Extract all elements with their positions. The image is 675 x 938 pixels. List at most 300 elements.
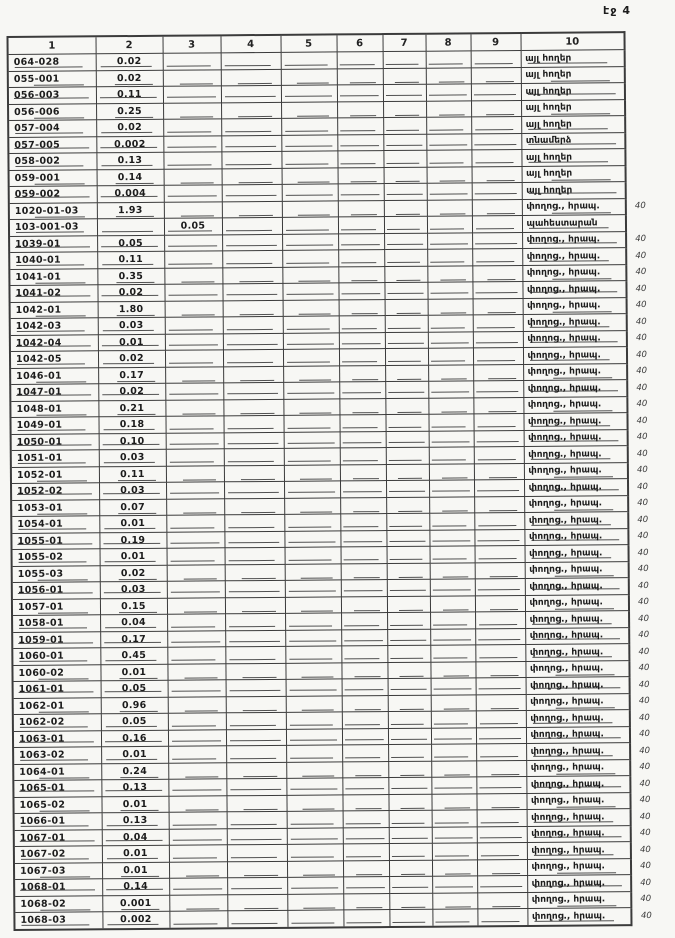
empty-cell bbox=[285, 613, 341, 630]
empty-cell bbox=[428, 364, 473, 381]
col3-value-cell bbox=[165, 383, 223, 400]
empty-cell bbox=[339, 299, 385, 316]
empty-cell bbox=[430, 661, 475, 678]
margin-note: 40 bbox=[640, 894, 652, 905]
empty-cell bbox=[223, 300, 283, 317]
empty-cell bbox=[337, 52, 383, 69]
parcel-id-cell: 1061-01 bbox=[13, 681, 101, 698]
parcel-id-cell: 1065-02 bbox=[13, 796, 101, 813]
empty-cell bbox=[474, 479, 524, 496]
parcel-id-cell: 064-028 bbox=[8, 54, 96, 71]
col3-value-cell bbox=[165, 300, 223, 317]
empty-cell bbox=[389, 876, 432, 893]
margin-note: 40 bbox=[639, 745, 651, 756]
parcel-id-cell: 056-003 bbox=[8, 87, 96, 104]
col3-value-cell bbox=[164, 284, 222, 301]
empty-cell bbox=[224, 448, 284, 465]
area-value-cell: 0.02 bbox=[98, 350, 165, 367]
empty-cell bbox=[283, 365, 339, 382]
empty-cell bbox=[471, 67, 521, 84]
margin-note bbox=[625, 148, 654, 165]
area-value-cell: 0.01 bbox=[99, 515, 166, 532]
empty-cell bbox=[386, 513, 429, 530]
area-value-cell: 0.01 bbox=[102, 845, 169, 862]
empty-cell bbox=[227, 844, 287, 861]
parcel-id-cell: 1049-01 bbox=[10, 417, 98, 434]
col3-value-cell bbox=[167, 548, 225, 565]
empty-cell bbox=[426, 67, 471, 84]
margin-note: 40 bbox=[636, 382, 648, 393]
area-value-cell: 0.35 bbox=[97, 268, 164, 285]
empty-cell bbox=[472, 182, 522, 199]
empty-cell bbox=[426, 150, 471, 167]
empty-cell bbox=[384, 167, 427, 184]
col3-value-cell bbox=[167, 630, 225, 647]
empty-cell bbox=[282, 184, 338, 201]
land-use-cell: փողոց., հրապ. bbox=[524, 446, 628, 463]
empty-cell bbox=[426, 100, 471, 117]
land-use-cell: փողոց., հրապ. bbox=[523, 380, 627, 397]
col3-value-cell bbox=[166, 482, 224, 499]
col3-value-cell bbox=[168, 779, 226, 796]
margin-note: 40 bbox=[640, 910, 652, 922]
col3-value-cell bbox=[165, 366, 223, 383]
empty-cell bbox=[387, 662, 430, 679]
empty-cell bbox=[342, 745, 388, 762]
area-value-cell: 0.03 bbox=[98, 317, 165, 334]
empty-cell bbox=[222, 283, 282, 300]
empty-cell bbox=[341, 580, 387, 597]
empty-cell bbox=[477, 826, 527, 843]
parcel-id-cell: 1068-03 bbox=[14, 912, 102, 930]
land-use-cell: փողոց., հրապ. bbox=[526, 693, 630, 710]
empty-cell bbox=[389, 893, 432, 910]
empty-cell bbox=[387, 596, 430, 613]
empty-cell bbox=[286, 695, 342, 712]
margin-note: 40 bbox=[638, 663, 650, 674]
empty-cell bbox=[477, 908, 527, 925]
land-use-cell: փողոց., հրապ. bbox=[524, 495, 628, 512]
area-value-cell: 0.11 bbox=[97, 251, 164, 268]
parcel-id-cell: 1042-04 bbox=[10, 334, 98, 351]
empty-cell bbox=[338, 184, 384, 201]
empty-cell bbox=[426, 84, 471, 101]
empty-cell bbox=[475, 644, 525, 661]
area-value-cell: 0.02 bbox=[96, 119, 163, 136]
margin-note: 40 bbox=[638, 712, 650, 723]
land-use-cell: փողոց., հրապ. bbox=[523, 330, 627, 347]
area-value-cell: 0.02 bbox=[100, 565, 167, 582]
empty-cell bbox=[225, 630, 285, 647]
empty-cell bbox=[284, 464, 340, 481]
empty-cell bbox=[475, 562, 525, 579]
land-use-cell: այլ հողեր bbox=[521, 149, 625, 166]
empty-cell bbox=[388, 794, 431, 811]
empty-cell bbox=[387, 546, 430, 563]
empty-cell bbox=[431, 777, 476, 794]
parcel-id-cell: 1060-02 bbox=[12, 664, 100, 681]
empty-cell bbox=[383, 134, 426, 151]
empty-cell bbox=[227, 877, 287, 894]
empty-cell bbox=[432, 909, 477, 926]
land-use-cell: փողոց., հրապ. bbox=[523, 363, 627, 380]
area-value-cell: 0.004 bbox=[97, 185, 164, 202]
empty-cell bbox=[223, 366, 283, 383]
col3-value-cell bbox=[163, 69, 221, 86]
area-value-cell: 0.03 bbox=[100, 581, 167, 598]
empty-cell bbox=[384, 282, 427, 299]
empty-cell bbox=[283, 332, 339, 349]
empty-cell bbox=[284, 431, 340, 448]
empty-cell bbox=[226, 712, 286, 729]
parcel-id-cell: 1055-01 bbox=[11, 532, 99, 549]
area-value-cell: 0.01 bbox=[100, 548, 167, 565]
parcel-id-cell: 1039-01 bbox=[9, 235, 97, 252]
land-use-cell: փողոց., հրապ. bbox=[522, 248, 626, 265]
empty-cell bbox=[431, 760, 476, 777]
margin-note: 40 bbox=[635, 300, 647, 311]
col3-value-cell bbox=[166, 465, 224, 482]
parcel-id-cell: 1052-02 bbox=[11, 483, 99, 500]
empty-cell bbox=[477, 809, 527, 826]
empty-cell bbox=[427, 232, 472, 249]
empty-cell bbox=[338, 233, 384, 250]
empty-cell bbox=[226, 745, 286, 762]
empty-cell bbox=[475, 595, 525, 612]
area-value-cell: 0.25 bbox=[96, 103, 163, 120]
empty-cell bbox=[472, 199, 522, 216]
empty-cell bbox=[473, 380, 523, 397]
col3-value-cell bbox=[166, 531, 224, 548]
col3-value-cell bbox=[168, 795, 226, 812]
empty-cell bbox=[340, 464, 386, 481]
area-value-cell: 1.93 bbox=[97, 202, 164, 219]
parcel-id-cell: 1058-01 bbox=[12, 615, 100, 632]
land-use-cell: փողոց., հրապ. bbox=[527, 842, 631, 859]
empty-cell bbox=[429, 463, 474, 480]
empty-cell bbox=[471, 116, 521, 133]
empty-cell bbox=[476, 677, 526, 694]
empty-cell bbox=[337, 151, 383, 168]
area-value-cell: 0.05 bbox=[101, 713, 168, 730]
empty-cell bbox=[386, 497, 429, 514]
margin-note: 40 bbox=[636, 415, 648, 426]
empty-cell bbox=[226, 729, 286, 746]
empty-cell bbox=[342, 695, 388, 712]
empty-cell bbox=[339, 398, 385, 415]
land-use-cell: փողոց., հրապ. bbox=[526, 710, 630, 727]
empty-cell bbox=[224, 531, 284, 548]
empty-cell bbox=[224, 514, 284, 531]
empty-cell bbox=[222, 201, 282, 218]
empty-cell bbox=[223, 399, 283, 416]
empty-cell bbox=[286, 745, 342, 762]
column-header: 10 bbox=[520, 32, 624, 50]
parcel-id-cell: 1064-01 bbox=[13, 763, 101, 780]
margin-note bbox=[625, 66, 654, 83]
empty-cell bbox=[342, 794, 388, 811]
empty-cell bbox=[286, 761, 342, 778]
empty-cell bbox=[475, 611, 525, 628]
empty-cell bbox=[387, 645, 430, 662]
empty-cell bbox=[285, 580, 341, 597]
land-use-cell: փողոց., հրապ. bbox=[522, 231, 626, 248]
col3-value-cell bbox=[166, 449, 224, 466]
empty-cell bbox=[340, 497, 386, 514]
empty-cell bbox=[281, 85, 337, 102]
empty-cell bbox=[477, 842, 527, 859]
parcel-id-cell: 1046-01 bbox=[10, 367, 98, 384]
area-value-cell: 0.04 bbox=[100, 614, 167, 631]
parcel-id-cell: 1057-01 bbox=[12, 598, 100, 615]
area-value-cell: 0.16 bbox=[101, 730, 168, 747]
margin-note: 40 bbox=[637, 580, 649, 591]
col3-value-cell bbox=[164, 267, 222, 284]
empty-cell bbox=[427, 166, 472, 183]
margin-note: 40 bbox=[636, 399, 648, 410]
land-use-cell: փողոց., հրապ. bbox=[524, 429, 628, 446]
land-use-cell: փողոց., հրապ. bbox=[522, 198, 626, 215]
empty-cell bbox=[287, 877, 343, 894]
column-header: 2 bbox=[95, 36, 162, 54]
empty-cell bbox=[428, 348, 473, 365]
col3-value-cell bbox=[164, 234, 222, 251]
empty-cell bbox=[342, 712, 388, 729]
empty-cell bbox=[285, 547, 341, 564]
col3-value-cell bbox=[163, 152, 221, 169]
col3-value-cell bbox=[165, 317, 223, 334]
empty-cell bbox=[221, 102, 281, 119]
empty-cell bbox=[338, 167, 384, 184]
empty-cell bbox=[342, 761, 388, 778]
col3-value-cell bbox=[168, 729, 226, 746]
margin-note: 40 bbox=[639, 795, 651, 806]
empty-cell bbox=[339, 365, 385, 382]
empty-cell bbox=[473, 364, 523, 381]
empty-cell bbox=[472, 232, 522, 249]
empty-cell bbox=[471, 83, 521, 100]
parcel-id-cell: 058-002 bbox=[8, 153, 96, 170]
land-use-cell: փողոց., հրապ. bbox=[527, 908, 631, 926]
empty-cell bbox=[474, 446, 524, 463]
land-use-cell: փողոց., հրապ. bbox=[522, 281, 626, 298]
area-value-cell: 0.002 bbox=[102, 911, 169, 929]
empty-cell bbox=[222, 267, 282, 284]
empty-cell bbox=[287, 811, 343, 828]
empty-cell bbox=[430, 628, 475, 645]
empty-cell bbox=[340, 514, 386, 531]
parcel-id-cell: 1047-01 bbox=[10, 384, 98, 401]
empty-cell bbox=[389, 827, 432, 844]
col3-value-cell bbox=[167, 663, 225, 680]
land-use-cell: փողոց., հրապ. bbox=[525, 545, 629, 562]
empty-cell bbox=[227, 828, 287, 845]
margin-note: 40 bbox=[640, 877, 652, 888]
empty-cell bbox=[428, 331, 473, 348]
parcel-id-cell: 1065-01 bbox=[13, 780, 101, 797]
area-value-cell: 0.02 bbox=[98, 383, 165, 400]
empty-cell bbox=[287, 844, 343, 861]
margin-note bbox=[625, 49, 654, 66]
area-value-cell: 0.05 bbox=[97, 235, 164, 252]
empty-cell bbox=[471, 133, 521, 150]
empty-cell bbox=[387, 629, 430, 646]
empty-cell bbox=[225, 646, 285, 663]
empty-cell bbox=[221, 69, 281, 86]
margin-note: 40 bbox=[635, 283, 647, 294]
margin-note: 40 bbox=[636, 366, 648, 377]
empty-cell bbox=[341, 662, 387, 679]
empty-cell bbox=[427, 282, 472, 299]
area-value-cell: 0.002 bbox=[96, 136, 163, 153]
area-value-cell: 0.17 bbox=[98, 367, 165, 384]
empty-cell bbox=[282, 233, 338, 250]
empty-cell bbox=[384, 266, 427, 283]
empty-cell bbox=[282, 167, 338, 184]
parcel-id-cell: 1067-02 bbox=[14, 846, 102, 863]
empty-cell bbox=[383, 101, 426, 118]
empty-cell bbox=[337, 134, 383, 151]
land-use-cell: փողոց., հրապ. bbox=[526, 726, 630, 743]
parcel-id-cell: 1055-02 bbox=[12, 549, 100, 566]
area-value-cell: 0.01 bbox=[101, 796, 168, 813]
land-use-cell: փողոց., հրապ. bbox=[525, 627, 629, 644]
empty-cell bbox=[227, 910, 287, 927]
empty-cell bbox=[225, 663, 285, 680]
land-use-cell: փողոց., հրապ. bbox=[523, 413, 627, 430]
empty-cell bbox=[282, 217, 338, 234]
area-value-cell: 1.80 bbox=[98, 301, 165, 318]
empty-cell bbox=[473, 347, 523, 364]
margin-note: 40 bbox=[637, 597, 649, 608]
margin-note: 40 bbox=[638, 630, 650, 641]
empty-cell bbox=[474, 512, 524, 529]
empty-cell bbox=[337, 68, 383, 85]
empty-cell bbox=[385, 315, 428, 332]
empty-cell bbox=[430, 579, 475, 596]
margin-note: 40 bbox=[638, 646, 650, 657]
empty-cell bbox=[222, 184, 282, 201]
empty-cell bbox=[430, 562, 475, 579]
empty-cell bbox=[282, 283, 338, 300]
margin-note: 40 bbox=[639, 778, 651, 789]
empty-cell bbox=[473, 298, 523, 315]
empty-cell bbox=[476, 793, 526, 810]
parcel-id-cell: 1020-01-03 bbox=[9, 202, 97, 219]
col3-value-cell bbox=[165, 350, 223, 367]
margin-note: 40 bbox=[635, 234, 647, 245]
empty-cell bbox=[340, 431, 386, 448]
empty-cell bbox=[339, 415, 385, 432]
land-use-cell: փողոց., հրապ. bbox=[526, 759, 630, 776]
empty-cell bbox=[343, 811, 389, 828]
empty-cell bbox=[477, 892, 527, 909]
empty-cell bbox=[341, 646, 387, 663]
empty-cell bbox=[225, 597, 285, 614]
empty-cell bbox=[431, 711, 476, 728]
empty-cell bbox=[283, 398, 339, 415]
col3-value-cell bbox=[167, 597, 225, 614]
land-use-cell: փողոց., հրապ. bbox=[523, 347, 627, 364]
empty-cell bbox=[385, 398, 428, 415]
empty-cell bbox=[282, 266, 338, 283]
empty-cell bbox=[388, 777, 431, 794]
empty-cell bbox=[385, 381, 428, 398]
empty-cell bbox=[429, 480, 474, 497]
col3-value-cell bbox=[163, 135, 221, 152]
empty-cell bbox=[226, 778, 286, 795]
area-value-cell: 0.07 bbox=[99, 499, 166, 516]
parcel-id-cell: 1048-01 bbox=[10, 400, 98, 417]
empty-cell bbox=[227, 811, 287, 828]
empty-cell bbox=[474, 430, 524, 447]
empty-cell bbox=[472, 281, 522, 298]
empty-cell bbox=[389, 860, 432, 877]
margin-note: 40 bbox=[637, 531, 649, 542]
col3-value-cell bbox=[168, 713, 226, 730]
empty-cell bbox=[384, 200, 427, 217]
empty-cell bbox=[388, 744, 431, 761]
margin-note: 40 bbox=[638, 613, 650, 624]
empty-cell bbox=[387, 563, 430, 580]
empty-cell bbox=[383, 68, 426, 85]
column-header: 5 bbox=[280, 34, 336, 52]
area-value-cell: 0.02 bbox=[96, 70, 163, 87]
col3-value-cell bbox=[167, 614, 225, 631]
parcel-id-cell: 1063-02 bbox=[13, 747, 101, 764]
empty-cell bbox=[472, 166, 522, 183]
col3-value-cell bbox=[168, 680, 226, 697]
empty-cell bbox=[221, 135, 281, 152]
parcel-id-cell: 1056-01 bbox=[12, 582, 100, 599]
empty-cell bbox=[477, 875, 527, 892]
empty-cell bbox=[285, 646, 341, 663]
empty-cell bbox=[431, 694, 476, 711]
margin-note: 40 bbox=[637, 547, 649, 558]
empty-cell bbox=[427, 183, 472, 200]
land-use-cell: փողոց., հրապ. bbox=[526, 776, 630, 793]
empty-cell bbox=[383, 51, 426, 68]
col3-value-cell bbox=[164, 251, 222, 268]
empty-cell bbox=[431, 727, 476, 744]
margin-note: 40 bbox=[638, 679, 650, 690]
col3-value-cell bbox=[169, 894, 227, 911]
column-header: 8 bbox=[425, 33, 470, 51]
empty-cell bbox=[476, 776, 526, 793]
parcel-id-cell: 1042-01 bbox=[10, 301, 98, 318]
margin-note bbox=[626, 165, 655, 182]
empty-cell bbox=[223, 316, 283, 333]
empty-cell bbox=[386, 480, 429, 497]
parcel-id-cell: 059-001 bbox=[9, 169, 97, 186]
margin-note: 40 bbox=[637, 498, 649, 509]
empty-cell bbox=[337, 85, 383, 102]
area-value-cell: 0.02 bbox=[96, 53, 163, 70]
empty-cell bbox=[387, 579, 430, 596]
land-use-cell: այլ հողեր bbox=[522, 182, 626, 199]
empty-cell bbox=[474, 496, 524, 513]
col3-value-cell bbox=[165, 416, 223, 433]
margin-note: 40 bbox=[635, 333, 647, 344]
empty-cell bbox=[284, 514, 340, 531]
col3-value-cell bbox=[165, 399, 223, 416]
land-use-cell: փողոց., հրապ. bbox=[523, 396, 627, 413]
empty-cell bbox=[225, 580, 285, 597]
parcel-id-cell: 1068-01 bbox=[14, 879, 102, 896]
col3-value-cell bbox=[169, 878, 227, 895]
land-use-cell: փողոց., հրապ. bbox=[527, 891, 631, 908]
land-use-cell: փողոց., հրապ. bbox=[523, 314, 627, 331]
